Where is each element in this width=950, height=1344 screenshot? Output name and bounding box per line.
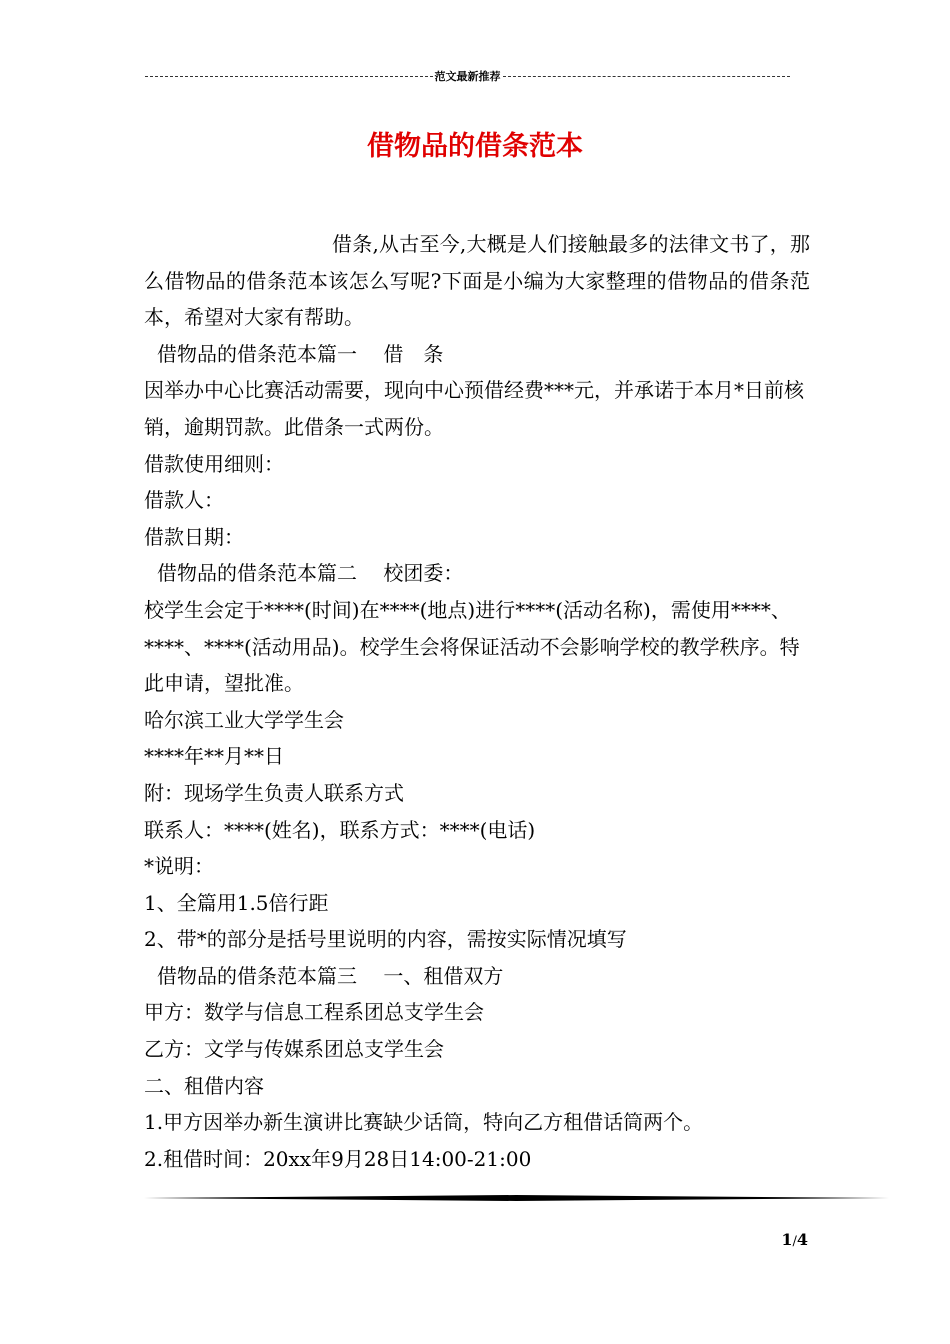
intro-paragraph: 借条,从古至今,大概是人们接触最多的法律文书了，那么借物品的借条范本该怎么写呢?下面是小编为大家整理的借物品的借条范本，希望对大家有帮助。	[144, 232, 810, 330]
header-label: 范文最新推荐	[434, 70, 501, 83]
paragraph: 借款人：	[144, 488, 224, 513]
paragraph: 附：现场学生负责人联系方式	[144, 780, 404, 805]
paragraph: 借款日期：	[144, 524, 244, 549]
paragraph: 借款使用细则：	[144, 451, 284, 476]
section-heading-3: 借物品的借条范本篇三 一、租借双方	[157, 963, 504, 988]
page-separator: /	[792, 1234, 797, 1249]
paragraph: *说明：	[144, 854, 214, 879]
paragraph: 校学生会定于****(时间)在****(地点)进行****(活动名称)，需使用****、****、****(活动用品)。校学生会将保证活动不会影响学校的教学秩序。特此申请，望批准。	[144, 597, 800, 696]
page-header	[145, 66, 790, 86]
paragraph: ****年**月**日	[144, 744, 284, 769]
paragraph: 因举办中心比赛活动需要，现向中心预借经费***元，并承诺于本月*日前核销，逾期罚款。此借条一式两份。	[144, 378, 804, 439]
paragraph: 乙方：文学与传媒系团总支学生会	[144, 1037, 444, 1062]
section-heading-1: 借物品的借条范本篇一 借 条	[157, 341, 444, 366]
paragraph: 1、全篇用1.5倍行距	[144, 890, 329, 915]
paragraph: 1.甲方因举办新生演讲比赛缺少话筒，特向乙方租借话筒两个。	[144, 1110, 704, 1135]
paragraph: 二、租借内容	[144, 1073, 264, 1098]
paragraph: 哈尔滨工业大学学生会	[144, 707, 344, 732]
header-dashes-left	[145, 76, 433, 77]
page-number	[700, 1230, 808, 1249]
page-total: 4	[796, 1230, 808, 1249]
page-current: 1	[781, 1230, 793, 1249]
paragraph: 2.租借时间：20xx年9月28日14:00-21:00	[144, 1146, 532, 1171]
footer-divider	[144, 1194, 889, 1202]
paragraph: 联系人：****(姓名)，联系方式：****(电话)	[144, 817, 536, 842]
paragraph: 2、带*的部分是括号里说明的内容，需按实际情况填写	[144, 927, 627, 952]
document-body	[144, 226, 810, 1177]
paragraph: 甲方：数学与信息工程系团总支学生会	[144, 1000, 484, 1025]
section-heading-2: 借物品的借条范本篇二 校团委：	[157, 561, 464, 586]
header-dashes-right	[503, 76, 791, 77]
document-title: 借物品的借条范本	[367, 131, 583, 162]
